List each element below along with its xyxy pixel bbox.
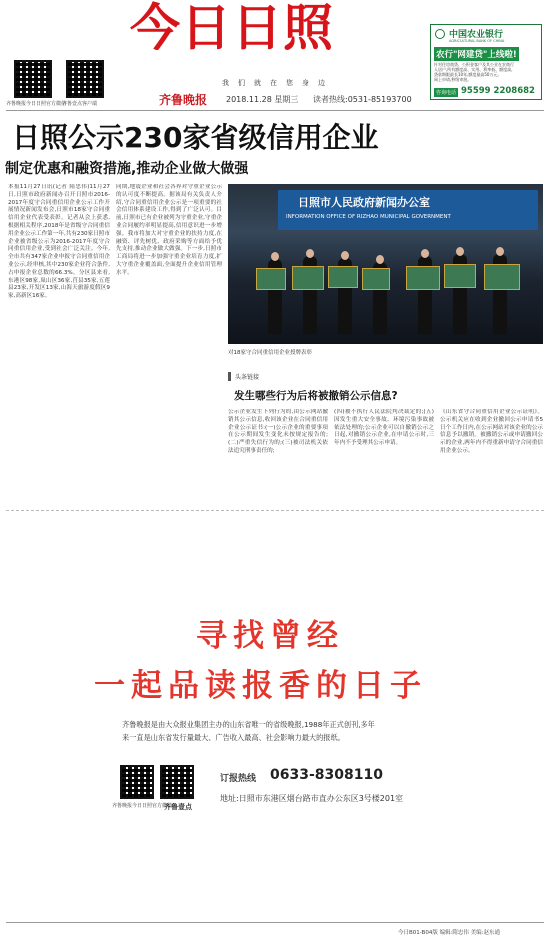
photo-plaque <box>406 266 440 290</box>
qr-app-caption: 齐鲁壹点客户端 <box>62 101 98 107</box>
bank-ad-line: 网上申请,秒级审批。 <box>434 77 472 82</box>
promo-qr-app-caption: 齐鲁壹点 <box>164 803 192 811</box>
bank-ad-details <box>434 62 540 82</box>
photo-caption: 对18家守合同重信用企业授牌表彰 <box>228 350 312 356</box>
bank-slogan: 农行"网建贷"上线啦! <box>434 47 519 61</box>
promo-description-2: 来一直是山东省发行量最大、广告收入最高、社会影响力最大的报纸。 <box>122 733 345 742</box>
photo-plaque <box>256 268 286 290</box>
qr-app-left <box>66 60 104 98</box>
masthead-divider <box>6 110 544 111</box>
promo-description-1: 齐鲁晚报是由大众报业集团主办的山东省唯一的省级晚报,1988年正式创刊,多年 <box>122 720 375 729</box>
qr-code-icon <box>66 60 104 98</box>
promo-divider <box>6 510 544 511</box>
photo-sign-cn: 日照市人民政府新闻办公室 <box>298 196 430 209</box>
masthead-slogan: 我们就在您身边 <box>222 79 334 87</box>
qr-wechat-caption: 齐鲁晚报今日日照官方微信 <box>6 101 67 107</box>
bank-hotline-label: 咨询电话 <box>436 90 457 96</box>
photo-plaque <box>328 266 358 288</box>
photo-sign-en: INFORMATION OFFICE OF RIZHAO MUNICIPAL GOVERNMENT <box>286 214 451 220</box>
qa-column-right: 《山东省守合同重信用企业公示证明》。公示机关应在收到企业撤回公示申请书5日个工作日内,在公示网站对该企业的公示信息予以撤销。被撤销公示或申请撤回公示的企业,两年内不得重新申请守合同重信用企业公示。 <box>440 409 543 454</box>
qa-title: 发生哪些行为后将被撤销公示信息? <box>234 390 398 402</box>
bank-ad-line: 贷款期限最长10年,额度最高50万元, <box>434 72 499 77</box>
masthead-title: 今日日照 <box>130 0 334 57</box>
order-address: 地址:日照市东港区烟台路市直办公东区3号楼201室 <box>220 794 404 803</box>
bank-advertisement <box>430 24 542 100</box>
bank-hotline: 95599 2208682 <box>461 86 535 96</box>
qr-code-icon <box>120 765 154 799</box>
qr-code-icon <box>160 765 194 799</box>
promo-title-line-1: 寻找曾经 <box>196 618 344 654</box>
brand-logo: 齐鲁晚报 <box>159 93 208 107</box>
qa-column-middle: (四)被不执行人民法院判决裁定的;(五)因发生重大安全事故、环境污染事故被依法处理的;公示企业可以自撤销公示之日起,对撤销公示企业,在申请公示时,三年内不予受理其公示申请。 <box>334 409 434 447</box>
reader-hotline: 读者热线:0531-85193700 <box>313 95 412 104</box>
promo-qr-app <box>160 765 194 799</box>
promo-qr-wechat <box>120 765 154 799</box>
photo-plaque <box>292 266 324 290</box>
related-link-tag: 头条链接 <box>228 372 259 381</box>
bank-ad-line: 针对住房商贷、公积金客户及其公业在农商行 <box>434 62 514 67</box>
issue-date: 2018.11.28 星期三 <box>226 95 299 104</box>
qa-column-left: 公示企业发生下列行为的,由公示网站撤销其公示信息,收回该企业在合同重信用企业公示证书:(一)公示企业的重要事项在公示期间发生变化未按规定报告的;(二)严重失信行为的;(三)被司法机关依法追究刑事责任的; <box>228 409 328 454</box>
article-photo <box>228 184 543 344</box>
photo-backdrop-sign <box>278 190 538 230</box>
bank-ad-line: 人居户,所有额度高、实用、利率低、额度高, <box>434 67 513 72</box>
photo-plaque <box>484 264 520 290</box>
bank-name: 中国农业银行 <box>449 30 504 40</box>
bank-name-en: AGRICULTURAL BANK OF CHINA <box>449 39 505 43</box>
bank-logo-icon <box>435 29 445 39</box>
article-column-2: 同期,地震企业和社会各界对守重企业公示的认可度不断提高。据该局有关负责人介绍,守合同重信用企业公示是一项重要的社会信用体系建设工作,得到了广泛认可。目前,日照市已有企业被列为守重企业,守重企业合同履约率明显提高,信用意识进一步增强。我市将加大对守重企业的扶持力度,在融资、评先树优、政府采购等方面给予优先支持,推动企业做大做强。下一步,日照市工商局将进一步加强守重企业培育力度,扩大守重企业覆盖面,全面提升企业信用管理水平。 <box>116 184 222 276</box>
promo-qr-wechat-caption: 齐鲁晚报今日日照官方微信 <box>112 803 173 809</box>
article-headline: 日照公示230家省级信用企业 <box>12 121 379 154</box>
order-hotline-label: 订报热线 <box>220 774 257 784</box>
footer-page-info: 今日B01-B04版 编辑:隋忠伟 美编:赵东通 <box>398 930 501 936</box>
photo-plaque <box>444 264 476 288</box>
footer-divider <box>6 922 544 923</box>
qr-wechat-left <box>14 60 52 98</box>
article-column-1: 本报11月27日讯(记者 隋忠伟)11月27日,日照市政府新闻办召开日照市2016-2017年度守合同重信用企业公示工作开展情况新闻发布会,日照市18家守合同重信用企业代表受表彰。记者从会上获悉,根据相关程序,2018年是省级守合同重信用企业公示工作第一年,共有230家日照市企业被省级公示为2016-2017年度守合同重信用企业,受到社会广泛关注。今年,全市共有347家企业申报守合同重信用企业公示,经审核,其中230家企业符合条件,占申报企业总数的66.3%。分区县来看,东港区98家,岚山区36家,莒县35家,五莲县23家,开发区13家,山海天旅游度假区9家,高新区16家。 <box>8 184 110 300</box>
article-subhead: 制定优惠和融资措施,推动企业做大做强 <box>5 161 249 177</box>
qr-code-icon <box>14 60 52 98</box>
order-hotline-number: 0633-8308110 <box>270 767 383 783</box>
photo-plaque <box>362 268 390 290</box>
promo-title-line-2: 一起品读报香的日子 <box>94 668 427 704</box>
